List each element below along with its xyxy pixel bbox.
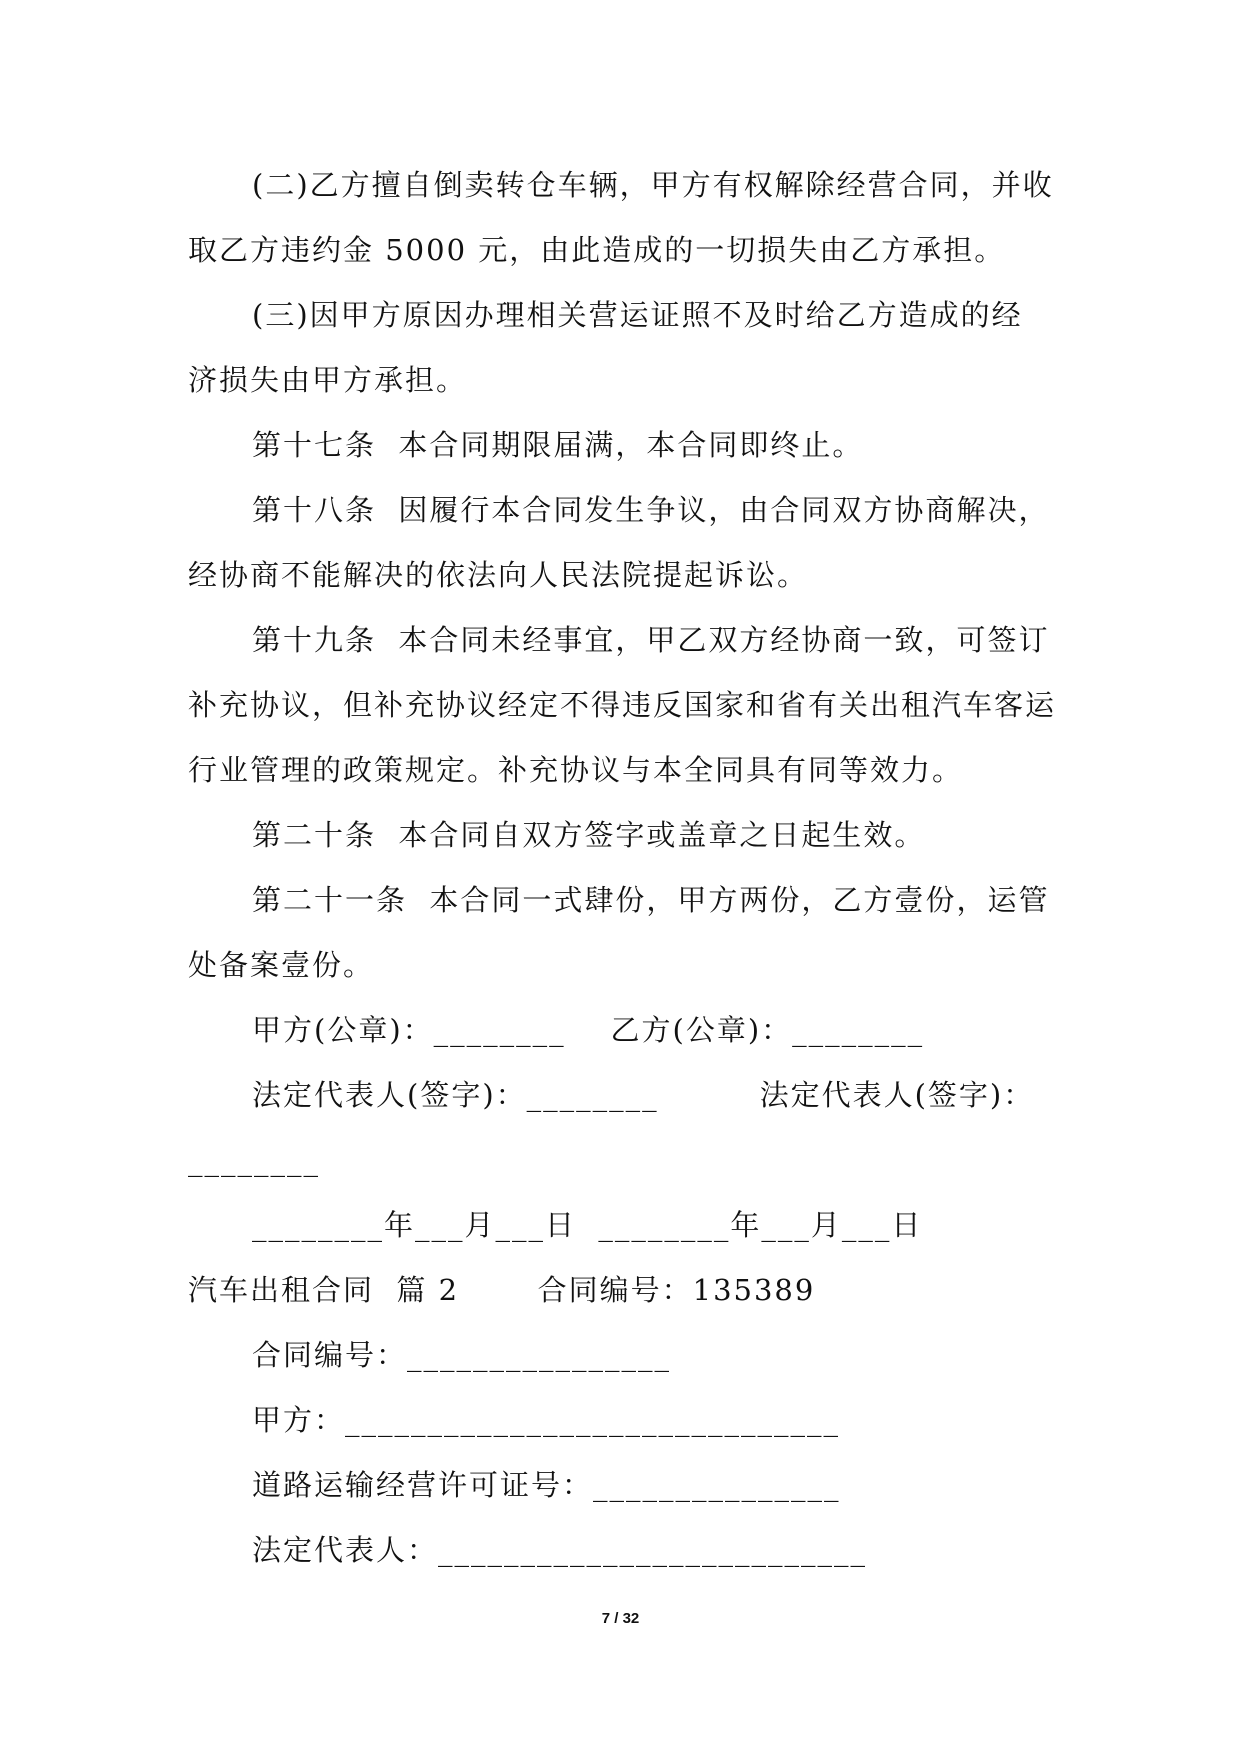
paragraph-line: 经协商不能解决的依法向人民法院提起诉讼。: [188, 558, 809, 592]
clause-20: 第二十条 本合同自双方签字或盖章之日起生效。: [252, 818, 926, 852]
legal-representative-field: 法定代表人：__________________________: [252, 1533, 868, 1567]
signature-blank: ________: [188, 1143, 320, 1177]
paragraph-line: 行业管理的政策规定。补充协议与本全同具有同等效力。: [188, 753, 964, 787]
signature-line: 法定代表人(签字)：________ 法定代表人(签字)：: [252, 1078, 1035, 1112]
section-heading: 汽车出租合同 篇 2 合同编号：135389: [188, 1273, 816, 1307]
date-line: ________年___月___日 ________年___月___日: [252, 1208, 923, 1242]
paragraph-line: 补充协议，但补充协议经定不得违反国家和省有关出租汽车客运: [188, 688, 1057, 722]
paragraph-line: 济损失由甲方承担。: [188, 363, 468, 397]
contract-number-field: 合同编号：________________: [252, 1338, 672, 1372]
clause-17: 第十七条 本合同期限届满，本合同即终止。: [252, 428, 864, 462]
party-a-field: 甲方：______________________________: [252, 1403, 841, 1437]
clause-19: 第十九条 本合同未经事宜，甲乙双方经协商一致，可签订: [252, 623, 1050, 657]
paragraph-line: (二)乙方擅自倒卖转仓车辆，甲方有权解除经营合同，并收: [252, 168, 1054, 202]
clause-21: 第二十一条 本合同一式肆份，甲方两份，乙方壹份，运管: [252, 883, 1050, 917]
paragraph-line: 取乙方违约金 5000 元，由此造成的一切损失由乙方承担。: [188, 233, 1006, 267]
license-number-field: 道路运输经营许可证号：_______________: [252, 1468, 841, 1502]
seal-line: 甲方(公章)：________ 乙方(公章)：________: [252, 1013, 925, 1047]
page-number: 7 / 32: [601, 1610, 640, 1627]
paragraph-line: (三)因甲方原因办理相关营运证照不及时给乙方造成的经: [252, 298, 1023, 332]
clause-18: 第十八条 因履行本合同发生争议，由合同双方协商解决，: [252, 493, 1050, 527]
paragraph-line: 处备案壹份。: [188, 948, 375, 982]
